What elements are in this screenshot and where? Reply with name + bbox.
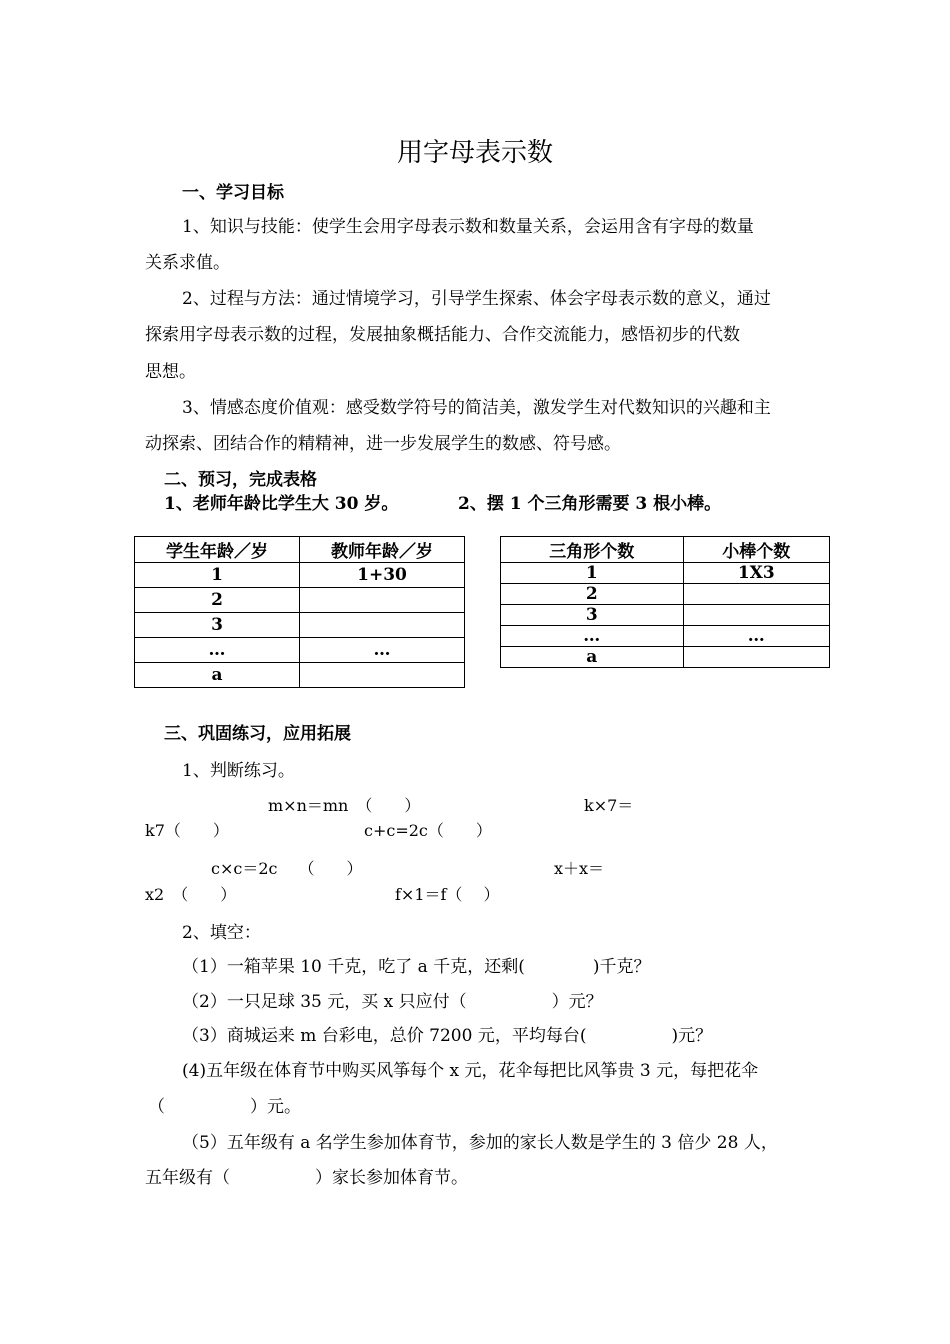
goal1-line1: 1、知识与技能：使学生会用字母表示数和数量关系，会运用含有字母的数量 xyxy=(182,217,754,237)
section1-heading: 一、学习目标 xyxy=(182,183,284,203)
table-cell[interactable] xyxy=(300,663,465,688)
table-cell[interactable] xyxy=(683,584,829,605)
table-row xyxy=(501,605,830,626)
judge-item-1: m×n＝mn （ ） xyxy=(268,796,421,815)
fill-item-3: （3）商城运来 m 台彩电，总价 7200 元，平均每台( )元？ xyxy=(182,1026,713,1046)
table-cell: 2 xyxy=(135,588,300,613)
judge-item-4: c+c=2c（ ） xyxy=(364,821,492,840)
fill-item-5-line2: 五年级有（ ）家长参加体育节。 xyxy=(145,1168,468,1188)
judge-item-3: k7（ ） xyxy=(145,821,229,840)
table-triangles xyxy=(500,536,830,668)
table-cell: … xyxy=(501,626,684,647)
judge-item-8: f×1＝f（ ） xyxy=(395,885,500,904)
table-cell: 3 xyxy=(501,605,684,626)
goal3-line2: 动探索、团结合作的精精神，进一步发展学生的数感、符号感。 xyxy=(145,434,621,454)
table-header: 教师年龄／岁 xyxy=(300,537,465,563)
goal3-line1: 3、情感态度价值观：感受数学符号的简洁美，激发学生对代数知识的兴趣和主 xyxy=(182,398,771,418)
table-cell: 1X3 xyxy=(683,563,829,584)
table-row xyxy=(135,613,465,638)
goal2-line1: 2、过程与方法：通过情境学习，引导学生探索、体会字母表示数的意义，通过 xyxy=(182,289,771,309)
table-cell: 3 xyxy=(135,613,300,638)
table-cell: 1 xyxy=(501,563,684,584)
task2-text: 2、摆 1 个三角形需要 3 根小棒。 xyxy=(458,494,722,514)
page-title: 用字母表示数 xyxy=(396,138,553,168)
table-header: 小棒个数 xyxy=(683,537,829,563)
table-row xyxy=(135,638,465,663)
table-cell: 2 xyxy=(501,584,684,605)
table-row xyxy=(135,588,465,613)
table-header: 学生年龄／岁 xyxy=(135,537,300,563)
table-header-row xyxy=(501,537,830,563)
section3-heading: 三、巩固练习，应用拓展 xyxy=(164,724,351,744)
table-cell: … xyxy=(300,638,465,663)
judge-title: 1、判断练习。 xyxy=(182,761,295,781)
table-cell[interactable] xyxy=(683,647,829,668)
fill-item-1: （1）一箱苹果 10 千克，吃了 a 千克，还剩( )千克？ xyxy=(182,957,651,977)
table-cell: … xyxy=(683,626,829,647)
table-cell: 1 xyxy=(135,563,300,588)
table-row xyxy=(501,563,830,584)
goal2-line2: 探索用字母表示数的过程，发展抽象概括能力、合作交流能力，感悟初步的代数 xyxy=(145,325,740,345)
fill-item-5-line1: （5）五年级有 a 名学生参加体育节，参加的家长人数是学生的 3 倍少 28 人， xyxy=(182,1133,778,1153)
table-cell[interactable] xyxy=(683,605,829,626)
table-header-row xyxy=(135,537,465,563)
task1-text: 1、老师年龄比学生大 30 岁。 xyxy=(164,494,399,514)
table-age xyxy=(134,536,465,688)
goal2-line3: 思想。 xyxy=(145,362,196,382)
table-header: 三角形个数 xyxy=(501,537,684,563)
table-cell: a xyxy=(501,647,684,668)
table-cell: a xyxy=(135,663,300,688)
judge-item-5: c×c＝2c （ ） xyxy=(211,859,363,878)
judge-item-2: k×7＝ xyxy=(584,796,634,815)
table-cell: 1+30 xyxy=(300,563,465,588)
table-row xyxy=(135,563,465,588)
section2-heading: 二、预习，完成表格 xyxy=(164,470,317,490)
fill-title: 2、填空： xyxy=(182,923,261,943)
fill-item-4-line2: （ ）元。 xyxy=(148,1097,301,1117)
fill-item-2: （2）一只足球 35 元，买 x 只应付（ ）元？ xyxy=(182,992,603,1012)
table-cell: … xyxy=(135,638,300,663)
table-row xyxy=(501,584,830,605)
fill-item-4-line1: (4)五年级在体育节中购买风筝每个 x 元，花伞每把比风筝贵 3 元，每把花伞 xyxy=(182,1061,759,1081)
table-cell[interactable] xyxy=(300,613,465,638)
judge-item-6: x＋x＝ xyxy=(554,859,605,878)
judge-item-7: x2 （ ） xyxy=(145,885,237,904)
table-cell[interactable] xyxy=(300,588,465,613)
table-row xyxy=(501,647,830,668)
goal1-line2: 关系求值。 xyxy=(145,253,230,273)
table-row xyxy=(501,626,830,647)
table-row xyxy=(135,663,465,688)
